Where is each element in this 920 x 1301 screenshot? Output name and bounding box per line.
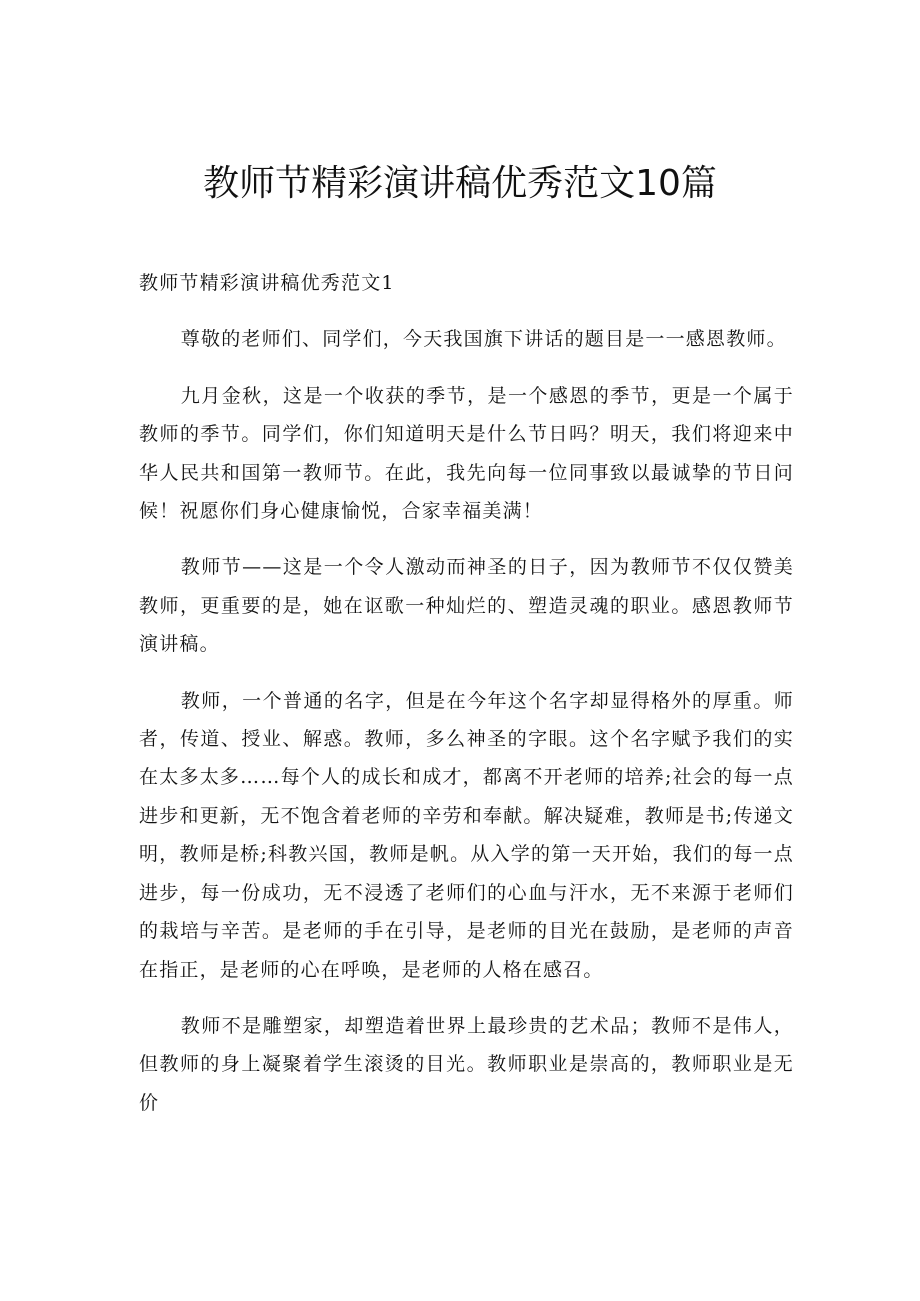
paragraph-teacher-name: 教师，一个普通的名字，但是在今年这个名字却显得格外的厚重。师者，传道、授业、解惑。教师，多么神圣的字眼。这个名字赋予我们的实在太多太多……每个人的成长和成才，都离不开老师的培养;社会的每一点进步和更新，无不饱含着老师的辛劳和奉献。解决疑难，教师是书;传递文明，教师是桥;科教兴国，教师是帆。从入学的第一天开始，我们的每一点进步，每一份成功，无不浸透了老师们的心血与汗水，无不来源于老师们的栽培与辛苦。是老师的手在引导，是老师的目光在鼓励，是老师的声音在指正，是老师的心在呼唤，是老师的人格在感召。: [139, 689, 794, 981]
paragraph-teachers-day: 教师节——这是一个令人激动而神圣的日子，因为教师节不仅仅赞美教师，更重要的是，她在讴歌一种灿烂的、塑造灵魂的职业。感恩教师节演讲稿。: [139, 556, 794, 656]
paragraph-greeting: 尊敬的老师们、同学们，今天我国旗下讲话的题目是一一感恩教师。: [180, 328, 787, 351]
document-title: 教师节精彩演讲稿优秀范文10篇: [203, 163, 717, 204]
paragraph-not-sculptor: 教师不是雕塑家，却塑造着世界上最珍贵的艺术品；教师不是伟人，但教师的身上凝聚着学生滚烫的目光。教师职业是崇高的，教师职业是无价: [139, 1014, 794, 1114]
paragraph-autumn: 九月金秋，这是一个收获的季节，是一个感恩的季节，更是一个属于教师的季节。同学们，你们知道明天是什么节日吗？明天，我们将迎来中华人民共和国第一教师节。在此，我先向每一位同事致以最诚挚的节日问候！祝愿你们身心健康愉悦，合家幸福美满！: [139, 384, 794, 523]
section-heading: 教师节精彩演讲稿优秀范文1: [139, 272, 395, 294]
document-body: [139, 264, 794, 1140]
